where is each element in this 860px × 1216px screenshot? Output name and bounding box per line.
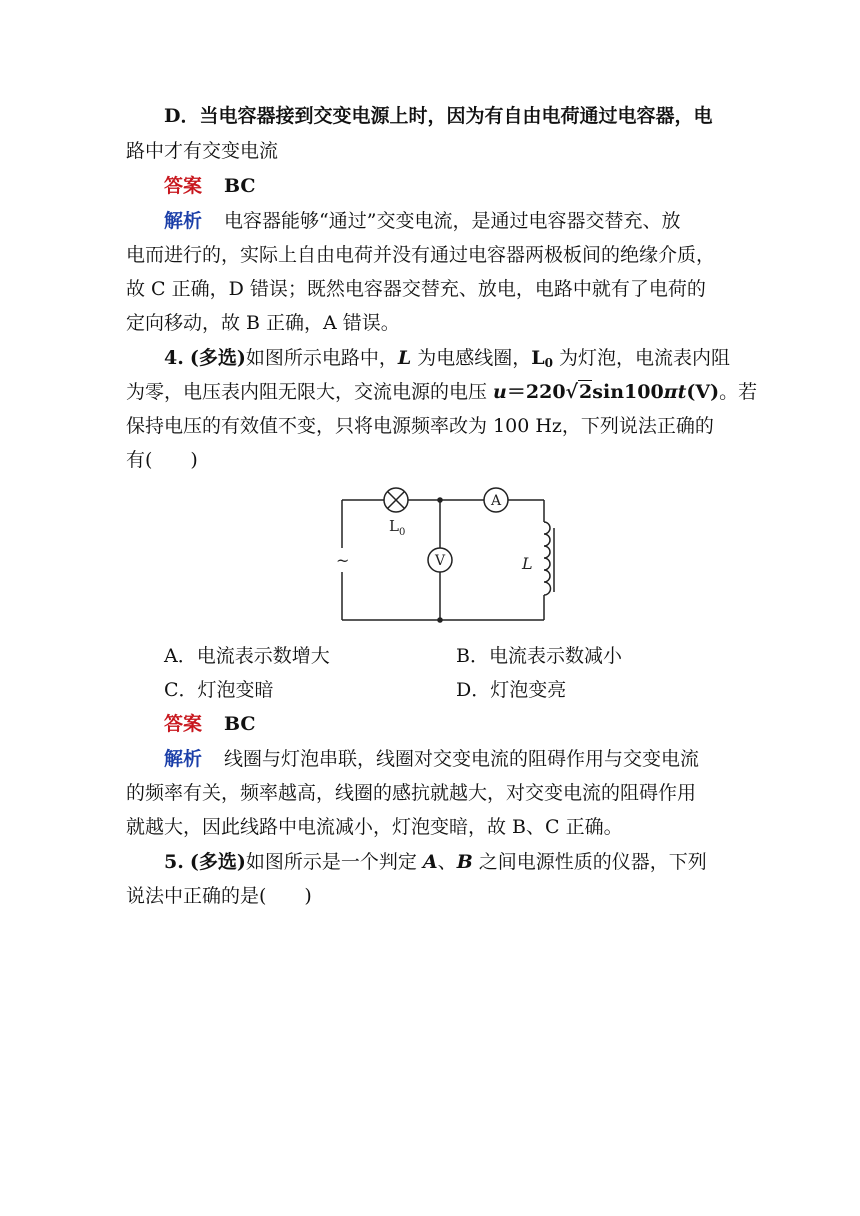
answer-value: BC bbox=[224, 713, 256, 735]
q4-answer bbox=[164, 709, 256, 739]
voltmeter-label: V bbox=[434, 553, 446, 569]
q3-analysis-line3: 故 C 正确，D 错误；既然电容器交替充、放电，电路中就有了电荷的 bbox=[126, 278, 706, 300]
ammeter-label: A bbox=[490, 493, 502, 509]
q4-analysis-line2: 的频率有关，频率越高，线圈的感抗就越大，对交变电流的阻碍作用 bbox=[126, 782, 697, 804]
q3-analysis-line4: 定向移动，故 B 正确，A 错误。 bbox=[126, 312, 400, 334]
q4-analysis-line1: 解析 线圈与灯泡串联，线圈对交变电流的阻碍作用与交变电流 bbox=[164, 748, 700, 770]
q5-stem-line2: 说法中正确的是( ) bbox=[126, 885, 312, 907]
junction-dot-bottom bbox=[437, 617, 443, 623]
q4-option-b: B．电流表示数减小 bbox=[456, 645, 622, 667]
answer-label: 答案 bbox=[164, 175, 203, 197]
q4-option-a: A．电流表示数增大 bbox=[164, 645, 330, 667]
q3-option-d-line1: D．当电容器接到交变电源上时，因为有自由电荷通过电容器，电 bbox=[164, 105, 713, 127]
inductor-coil-icon bbox=[544, 522, 551, 595]
lamp-label: L bbox=[389, 517, 399, 535]
q4-stem-line2: 为零，电压表内阻无限大，交流电源的电压 u＝220√2sin100πt(V)。若 bbox=[126, 377, 757, 407]
ac-source-symbol: ~ bbox=[336, 551, 350, 570]
q4-stem-line1: 4. (多选)如图所示电路中，L 为电感线圈，$L_0$ 为灯泡，电流表内阻 bbox=[164, 347, 731, 370]
junction-dot-top bbox=[437, 497, 443, 503]
q4-analysis-line3: 就越大，因此线路中电流减小，灯泡变暗，故 B、C 正确。 bbox=[126, 816, 623, 838]
q3-answer bbox=[164, 171, 256, 201]
q4-stem-line3: 保持电压的有效值不变，只将电源频率改为 100 Hz，下列说法正确的 bbox=[126, 415, 714, 437]
answer-label: 答案 bbox=[164, 713, 203, 735]
q4-stem-line4: 有( ) bbox=[126, 449, 198, 471]
sqrt-symbol: √2 bbox=[565, 381, 593, 403]
q3-option-d-line2: 路中才有交变电流 bbox=[126, 140, 279, 162]
q4-option-d: D．灯泡变亮 bbox=[456, 679, 567, 701]
q3-analysis-line2: 电而进行的，实际上自由电荷并没有通过电容器两极板间的绝缘介质， bbox=[126, 244, 716, 266]
circuit-diagram bbox=[322, 480, 572, 630]
analysis-label: 解析 bbox=[164, 748, 203, 770]
lamp-label-sub: 0 bbox=[399, 527, 406, 538]
answer-value: BC bbox=[224, 175, 256, 197]
inductor-label: L bbox=[522, 554, 533, 573]
q3-analysis-line1: 解析 电容器能够“通过”交变电流，是通过电容器交替充、放 bbox=[164, 210, 681, 232]
q5-stem-line1: 5. (多选)如图所示是一个判定 A、B 之间电源性质的仪器，下列 bbox=[164, 851, 707, 873]
q4-option-c: C．灯泡变暗 bbox=[164, 679, 274, 701]
analysis-label: 解析 bbox=[164, 210, 203, 232]
